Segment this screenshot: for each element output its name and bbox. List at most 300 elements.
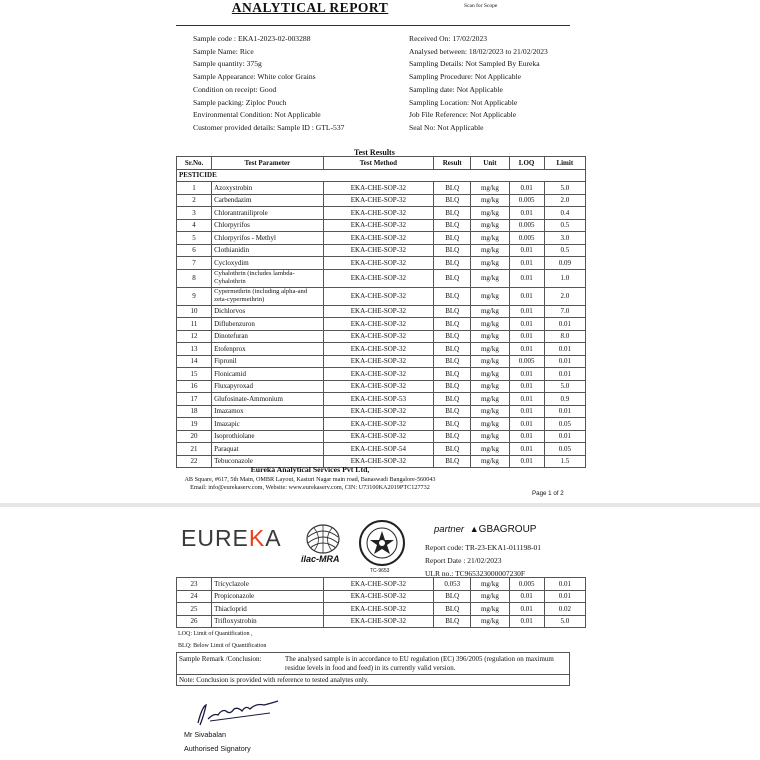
meta-label: Customer provided details:: [193, 122, 276, 132]
cell-limit: 1.5: [544, 455, 585, 468]
meta-line: [409, 122, 548, 135]
cell-loq: 0.01: [509, 405, 544, 418]
meta-label: Sampling Procedure:: [409, 72, 473, 82]
cell-result: BLQ: [434, 405, 471, 418]
cell-result: BLQ: [434, 269, 471, 287]
table-row: [177, 393, 586, 406]
table-row: [177, 368, 586, 381]
cell-unit: mg/kg: [471, 269, 509, 287]
cell-param: Etofenprox: [212, 343, 324, 356]
meta-label: Sample code :: [193, 34, 237, 43]
cell-param: Dinotefuran: [212, 330, 324, 343]
column-header: Sr.No.: [177, 157, 212, 170]
meta-line: [409, 109, 548, 122]
cell-param: Paraquat: [212, 443, 324, 456]
meta-line: [193, 109, 344, 122]
cell-result: BLQ: [434, 590, 471, 603]
cell-param: Imazapic: [212, 418, 324, 431]
cell-limit: 2.0: [544, 194, 585, 207]
cell-result: BLQ: [434, 287, 471, 305]
cell-sr: 7: [177, 257, 212, 270]
cell-sr: 16: [177, 380, 212, 393]
cell-loq: 0.01: [509, 455, 544, 468]
cell-limit: 2.0: [544, 287, 585, 305]
cell-unit: mg/kg: [471, 355, 509, 368]
meta-value: Not Applicable: [469, 110, 517, 120]
cell-sr: 26: [177, 615, 212, 628]
cell-method: EKA-CHE-SOP-32: [323, 615, 434, 628]
cell-limit: 8.0: [544, 330, 585, 343]
company-name: Eureka Analytical Services Pvt Ltd,: [250, 465, 370, 474]
cell-method: EKA-CHE-SOP-32: [323, 405, 434, 418]
cell-limit: 0.4: [544, 207, 585, 220]
cell-result: BLQ: [434, 393, 471, 406]
blq-note: BLQ: Below Limit of Quantification: [178, 643, 267, 649]
cell-sr: 24: [177, 590, 212, 603]
table-row: [177, 603, 586, 616]
cell-method: EKA-CHE-SOP-32: [323, 590, 434, 603]
ilac-mra-text: ilac-MRA: [301, 554, 340, 564]
cell-loq: 0.01: [509, 615, 544, 628]
section-row: [177, 169, 586, 182]
cell-limit: 0.05: [544, 443, 585, 456]
column-header: Result: [434, 157, 471, 170]
meta-value: 17/02/2023: [452, 34, 488, 43]
meta-label: Sample packing:: [193, 97, 244, 107]
eureka-logo: EUREKA: [181, 525, 282, 551]
cell-loq: 0.01: [509, 418, 544, 431]
cell-result: BLQ: [434, 182, 471, 195]
cell-limit: 5.0: [544, 615, 585, 628]
cell-method: EKA-CHE-SOP-32: [323, 343, 434, 356]
cell-unit: mg/kg: [471, 343, 509, 356]
cell-param: Cyhalothrin (includes lambda-Cyhalothrin: [212, 269, 324, 287]
cell-param: Fipronil: [212, 355, 324, 368]
cell-sr: 20: [177, 430, 212, 443]
cell-limit: 5.0: [544, 182, 585, 195]
cell-result: BLQ: [434, 194, 471, 207]
cell-limit: 0.9: [544, 393, 585, 406]
accreditation-seal: [358, 519, 406, 575]
column-header: Unit: [471, 157, 509, 170]
cell-sr: 23: [177, 578, 212, 591]
table-row: [177, 207, 586, 220]
cell-sr: 22: [177, 455, 212, 468]
cell-unit: mg/kg: [471, 207, 509, 220]
cell-result: BLQ: [434, 615, 471, 628]
meta-label: Received On:: [409, 34, 451, 43]
cell-result: BLQ: [434, 368, 471, 381]
cell-unit: mg/kg: [471, 393, 509, 406]
cell-unit: mg/kg: [471, 219, 509, 232]
meta-value: Sample ID : GTL-537: [277, 122, 345, 132]
meta-line: [193, 46, 344, 59]
cell-result: BLQ: [434, 257, 471, 270]
partner-name: GBAGROUP: [478, 524, 537, 535]
partner-prefix: partner: [434, 524, 465, 535]
table-row: [177, 615, 586, 628]
cell-sr: 19: [177, 418, 212, 431]
cell-sr: 21: [177, 443, 212, 456]
cell-unit: mg/kg: [471, 590, 509, 603]
table-header: [177, 157, 586, 170]
ulr-number: ULR no.: TC965323000007230F: [425, 569, 526, 578]
cell-sr: 18: [177, 405, 212, 418]
cell-param: Cypermethrin (including alpha-and zeta-cypermethrin): [212, 287, 324, 305]
cell-result: BLQ: [434, 305, 471, 318]
cell-unit: mg/kg: [471, 455, 509, 468]
cell-result: BLQ: [434, 430, 471, 443]
cell-method: EKA-CHE-SOP-32: [323, 368, 434, 381]
cell-result: BLQ: [434, 219, 471, 232]
cell-param: Propiconazole: [212, 590, 324, 603]
results-table: [176, 156, 586, 468]
section-label: PESTICIDE: [177, 169, 586, 182]
cell-loq: 0.005: [509, 219, 544, 232]
report-page-2: [0, 507, 760, 760]
cell-method: EKA-CHE-SOP-32: [323, 418, 434, 431]
remark-label: Sample Remark /Conclusion:: [179, 655, 262, 663]
cell-sr: 11: [177, 318, 212, 331]
report-date: Report Date : 21/02/2023: [425, 556, 502, 565]
cell-unit: mg/kg: [471, 405, 509, 418]
meta-line: [409, 84, 548, 97]
cell-sr: 25: [177, 603, 212, 616]
report-code: Report code: TR-23-EKA1-011198-01: [425, 543, 541, 552]
cell-method: EKA-CHE-SOP-32: [323, 232, 434, 245]
cell-limit: 0.5: [544, 244, 585, 257]
meta-label: Environmental Condition:: [193, 110, 273, 120]
cell-result: BLQ: [434, 244, 471, 257]
cell-loq: 0.01: [509, 318, 544, 331]
cell-limit: 0.5: [544, 219, 585, 232]
cell-unit: mg/kg: [471, 443, 509, 456]
results-table-continued: [176, 577, 586, 628]
cell-limit: 0.01: [544, 405, 585, 418]
meta-line: [193, 84, 344, 97]
meta-label: Condition on receipt:: [193, 84, 258, 94]
meta-label: Sample quantity:: [193, 59, 245, 69]
cell-loq: 0.01: [509, 443, 544, 456]
cell-unit: mg/kg: [471, 615, 509, 628]
table-row: [177, 287, 586, 305]
cell-method: EKA-CHE-SOP-32: [323, 603, 434, 616]
cell-unit: mg/kg: [471, 368, 509, 381]
cell-loq: 0.01: [509, 182, 544, 195]
cell-result: BLQ: [434, 232, 471, 245]
cell-loq: 0.01: [509, 603, 544, 616]
meta-line: [409, 33, 548, 46]
meta-line: [409, 58, 548, 71]
cell-unit: mg/kg: [471, 182, 509, 195]
column-header: Test Method: [323, 157, 434, 170]
table-row: [177, 257, 586, 270]
cell-sr: 3: [177, 207, 212, 220]
cell-param: Isoprothiolane: [212, 430, 324, 443]
table-row: [177, 244, 586, 257]
cell-result: BLQ: [434, 418, 471, 431]
cell-method: EKA-CHE-SOP-32: [323, 380, 434, 393]
cell-sr: 15: [177, 368, 212, 381]
cell-unit: mg/kg: [471, 194, 509, 207]
meta-value: Not Applicable: [471, 97, 518, 107]
meta-line: [193, 33, 344, 46]
table-row: [177, 182, 586, 195]
cell-param: Fluxapyroxad: [212, 380, 324, 393]
cell-sr: 8: [177, 269, 212, 287]
meta-label: Job File Reference:: [409, 110, 469, 120]
cell-loq: 0.005: [509, 194, 544, 207]
table-row: [177, 194, 586, 207]
meta-value: Ziploc Pouch: [245, 97, 287, 107]
meta-line: [409, 46, 548, 59]
meta-value: Not Sampled By Eureka: [465, 59, 540, 69]
scan-label: Scan for Scope: [464, 3, 498, 9]
cell-param: Imazamox: [212, 405, 324, 418]
cell-param: Tebuconazole: [212, 455, 324, 468]
meta-line: [193, 97, 344, 110]
table-row: [177, 343, 586, 356]
cell-limit: 0.01: [544, 368, 585, 381]
cell-method: EKA-CHE-SOP-32: [323, 430, 434, 443]
cell-result: BLQ: [434, 380, 471, 393]
cell-method: EKA-CHE-SOP-32: [323, 207, 434, 220]
cell-limit: 0.09: [544, 257, 585, 270]
cell-unit: mg/kg: [471, 578, 509, 591]
table-row: [177, 443, 586, 456]
sampling-details: [409, 33, 548, 135]
cell-param: Chlorpyrifos: [212, 219, 324, 232]
cell-limit: 0.01: [544, 578, 585, 591]
meta-label: Seal No:: [409, 122, 436, 132]
cell-unit: mg/kg: [471, 418, 509, 431]
cell-param: Flonicamid: [212, 368, 324, 381]
table-row: [177, 330, 586, 343]
cell-limit: 0.01: [544, 430, 585, 443]
report-title: ANALYTICAL REPORT: [231, 0, 389, 15]
cell-unit: mg/kg: [471, 318, 509, 331]
cell-method: EKA-CHE-SOP-54: [323, 443, 434, 456]
table-row: [177, 219, 586, 232]
signatory-name: Mr Sivabalan: [184, 730, 226, 739]
cell-param: Chlorpyrifos - Methyl: [212, 232, 324, 245]
ilac-mra-logo: [296, 521, 350, 575]
cell-param: Thiacloprid: [212, 603, 324, 616]
cell-method: EKA-CHE-SOP-32: [323, 578, 434, 591]
remark-text: The analysed sample is in accordance to EU regulation (EC) 396/2005 (regulation on maximum residue levels in food and feed) in its currently valid version.: [285, 655, 554, 672]
meta-label: Sample Appearance:: [193, 72, 256, 82]
cell-sr: 17: [177, 393, 212, 406]
cell-loq: 0.01: [509, 330, 544, 343]
meta-value: Not Applicable: [274, 110, 321, 120]
meta-value: White color Grains: [257, 72, 316, 82]
cell-method: EKA-CHE-SOP-32: [323, 318, 434, 331]
meta-value: Rice: [239, 46, 254, 56]
cell-limit: 0.05: [544, 418, 585, 431]
meta-label: Sampling Details:: [409, 59, 464, 69]
cell-unit: mg/kg: [471, 244, 509, 257]
cell-loq: 0.01: [509, 244, 544, 257]
cell-method: EKA-CHE-SOP-32: [323, 257, 434, 270]
meta-line: [409, 97, 548, 110]
cell-loq: 0.01: [509, 287, 544, 305]
cell-loq: 0.01: [509, 368, 544, 381]
loq-note: LOQ: Limit of Quantification ,: [178, 631, 253, 637]
table-row: [177, 380, 586, 393]
cell-unit: mg/kg: [471, 305, 509, 318]
cell-method: EKA-CHE-SOP-32: [323, 355, 434, 368]
cell-sr: 2: [177, 194, 212, 207]
meta-value: Not Applicable: [474, 72, 521, 82]
cell-result: 0.053: [434, 578, 471, 591]
cell-limit: 0.01: [544, 343, 585, 356]
cell-unit: mg/kg: [471, 380, 509, 393]
cell-param: Glufosinate-Ammonium: [212, 393, 324, 406]
table-row: [177, 269, 586, 287]
meta-value: Not Applicable: [456, 84, 503, 94]
cell-sr: 5: [177, 232, 212, 245]
cell-unit: mg/kg: [471, 330, 509, 343]
table-row: [177, 318, 586, 331]
cell-sr: 9: [177, 287, 212, 305]
meta-value: 18/02/2023 to 21/02/2023: [468, 46, 548, 56]
cell-param: Diflubenzuron: [212, 318, 324, 331]
cell-unit: mg/kg: [471, 232, 509, 245]
cell-param: Dichlorvos: [212, 305, 324, 318]
column-header: LOQ: [509, 157, 544, 170]
cell-loq: 0.005: [509, 578, 544, 591]
cell-method: EKA-CHE-SOP-32: [323, 269, 434, 287]
cell-method: EKA-CHE-SOP-53: [323, 393, 434, 406]
results-title: Test Results: [354, 148, 395, 157]
meta-value: 375g: [246, 59, 262, 69]
cell-method: EKA-CHE-SOP-32: [323, 194, 434, 207]
cell-sr: 14: [177, 355, 212, 368]
cell-limit: 7.0: [544, 305, 585, 318]
cell-method: EKA-CHE-SOP-32: [323, 182, 434, 195]
cell-param: Azoxystrobin: [212, 182, 324, 195]
cell-limit: 1.0: [544, 269, 585, 287]
meta-label: Analysed between:: [409, 46, 467, 56]
cell-limit: 0.01: [544, 355, 585, 368]
cell-param: Trifloxystrobin: [212, 615, 324, 628]
meta-line: [193, 71, 344, 84]
sample-details: [193, 33, 344, 135]
table-row: [177, 418, 586, 431]
cell-sr: 10: [177, 305, 212, 318]
cell-limit: 0.02: [544, 603, 585, 616]
cell-result: BLQ: [434, 355, 471, 368]
cell-limit: 3.0: [544, 232, 585, 245]
meta-label: Sampling Location:: [409, 97, 470, 107]
cell-unit: mg/kg: [471, 603, 509, 616]
cell-loq: 0.01: [509, 380, 544, 393]
cell-method: EKA-CHE-SOP-32: [323, 244, 434, 257]
company-address: AB Square, #617, 5th Main, OMBR Layout, Kasturi Nagar main road, Banaswadi Bangalore-560043: [184, 476, 436, 483]
signature: [192, 699, 282, 729]
cell-unit: mg/kg: [471, 287, 509, 305]
cell-method: EKA-CHE-SOP-32: [323, 455, 434, 468]
table-row: [177, 355, 586, 368]
signature-icon: [192, 699, 282, 729]
remark-box: [176, 652, 570, 686]
cell-result: BLQ: [434, 455, 471, 468]
meta-value: Good: [259, 84, 277, 94]
cell-result: BLQ: [434, 343, 471, 356]
ilac-mra-icon: [296, 521, 350, 575]
table-row: [177, 305, 586, 318]
cell-loq: 0.005: [509, 355, 544, 368]
cell-loq: 0.01: [509, 393, 544, 406]
meta-value: Not Applicable: [437, 122, 484, 132]
cell-loq: 0.01: [509, 257, 544, 270]
company-contact: Email: info@eurekaserv.com, Website: www.eurekaserv.com, CIN: U73100KA2019PTC127732: [190, 484, 430, 491]
cell-loq: 0.005: [509, 232, 544, 245]
cell-result: BLQ: [434, 207, 471, 220]
cell-param: Cycloxydim: [212, 257, 324, 270]
table-row: [177, 232, 586, 245]
cell-method: EKA-CHE-SOP-32: [323, 219, 434, 232]
cell-loq: 0.01: [509, 207, 544, 220]
partner-logo: [434, 524, 536, 535]
cell-loq: 0.01: [509, 269, 544, 287]
cell-param: Tricyclazole: [212, 578, 324, 591]
meta-line: [193, 122, 344, 135]
cell-loq: 0.01: [509, 343, 544, 356]
column-header: Test Parameter: [212, 157, 324, 170]
meta-label: Sampling date:: [409, 84, 455, 94]
meta-line: [193, 58, 344, 71]
table-row: [177, 590, 586, 603]
table-row: [177, 405, 586, 418]
column-header: Limit: [544, 157, 585, 170]
cell-sr: 1: [177, 182, 212, 195]
meta-line: [409, 71, 548, 84]
meta-value: EKA1-2023-02-003288: [237, 34, 311, 43]
cell-unit: mg/kg: [471, 257, 509, 270]
cell-limit: 0.01: [544, 590, 585, 603]
cell-result: BLQ: [434, 603, 471, 616]
page-number: Page 1 of 2: [532, 490, 564, 497]
table-row: [177, 430, 586, 443]
cell-result: BLQ: [434, 318, 471, 331]
cell-param: Chlorantraniliprole: [212, 207, 324, 220]
cell-loq: 0.01: [509, 590, 544, 603]
cell-limit: 5.0: [544, 380, 585, 393]
partner-triangle-icon: ▲: [469, 524, 479, 534]
cell-unit: mg/kg: [471, 430, 509, 443]
cell-method: EKA-CHE-SOP-32: [323, 287, 434, 305]
cell-method: EKA-CHE-SOP-32: [323, 330, 434, 343]
cell-param: Carbendazim: [212, 194, 324, 207]
cell-sr: 12: [177, 330, 212, 343]
meta-label: Sample Name:: [193, 46, 238, 56]
cell-sr: 13: [177, 343, 212, 356]
accreditation-seal-icon: [358, 519, 406, 567]
cell-loq: 0.01: [509, 430, 544, 443]
cell-param: Clothianidin: [212, 244, 324, 257]
conclusion-note: Note: Conclusion is provided with reference to tested analytes only.: [179, 676, 369, 684]
cell-sr: 4: [177, 219, 212, 232]
cell-result: BLQ: [434, 443, 471, 456]
table-row: [177, 578, 586, 591]
cell-result: BLQ: [434, 330, 471, 343]
cell-sr: 6: [177, 244, 212, 257]
cell-limit: 0.01: [544, 318, 585, 331]
cell-method: EKA-CHE-SOP-32: [323, 305, 434, 318]
title-divider: [176, 25, 570, 26]
cell-loq: 0.01: [509, 305, 544, 318]
